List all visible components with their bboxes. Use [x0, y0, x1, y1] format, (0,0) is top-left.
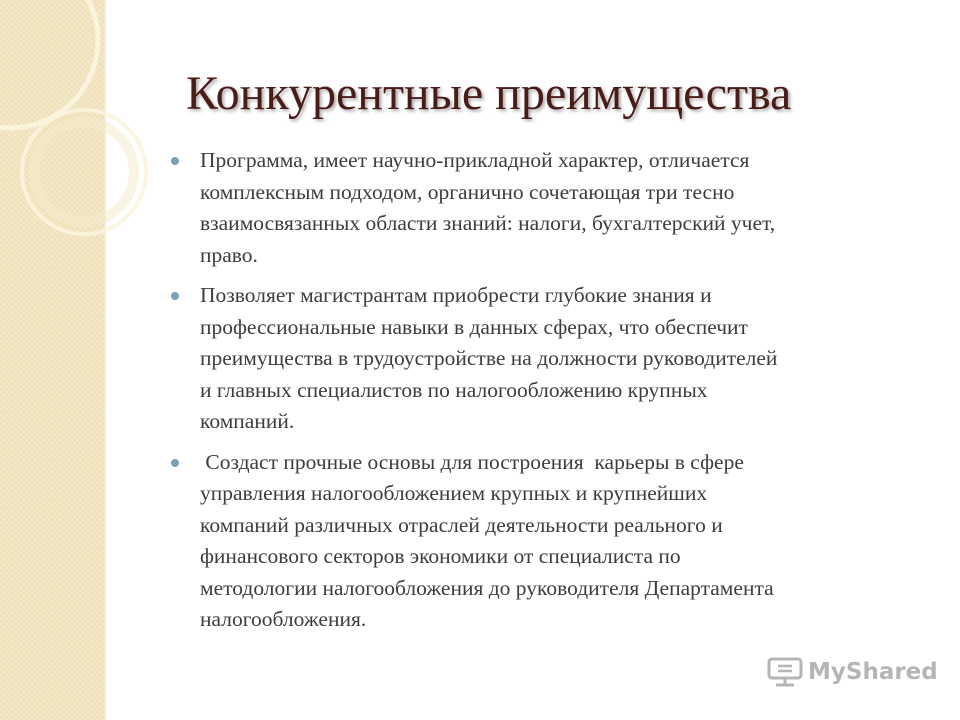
bullet-line: взаимосвязанных области знаний: налоги, бухгалтерский учет, [200, 211, 776, 235]
bullet-icon [171, 459, 179, 467]
bullet-item-2 [170, 280, 930, 438]
bullet-line: и главных специалистов по налогообложению крупных [200, 377, 708, 402]
bullet-line: компаний. [200, 409, 295, 433]
bullet-line: Создаст прочные основы для построения карьеры в сфере [200, 449, 744, 474]
bullet-line: компаний различных отраслей деятельности реального и [200, 512, 723, 537]
slide-title: Конкурентные преимущества [186, 67, 792, 120]
watermark-text: MyShared [808, 659, 938, 685]
bullet-item-1 [170, 145, 930, 271]
decorative-ring-medium [22, 110, 146, 234]
bullet-line: Позволяет магистрантам приобрести глубокие знания и [200, 283, 712, 307]
bullet-list [170, 145, 930, 645]
bullet-line: налогообложения. [200, 607, 367, 631]
decorative-rings [0, 0, 160, 320]
bullet-line: финансового секторов экономики от специалиста по [200, 544, 681, 568]
bullet-line: управления налогообложением крупных и крупнейших [200, 481, 708, 505]
bullet-line: методологии налогообложения до руководителя Департамента [200, 575, 774, 600]
bullet-line: Программа, имеет научно-прикладной характер, отличается [200, 148, 750, 172]
bullet-line: профессиональные навыки в данных сферах, что обеспечит [200, 314, 748, 339]
projector-icon [766, 656, 804, 688]
bullet-line: преимущества в трудоустройстве на должности руководителей [200, 346, 778, 370]
decorative-ring-inner [34, 122, 134, 222]
bullet-item-3 [170, 447, 930, 636]
myshared-watermark [766, 656, 938, 688]
bullet-icon [171, 292, 179, 300]
bullet-line: право. [200, 242, 258, 267]
bullet-line: комплексным подходом, органично сочетающая три тесно [200, 179, 735, 204]
bullet-icon [171, 157, 179, 165]
